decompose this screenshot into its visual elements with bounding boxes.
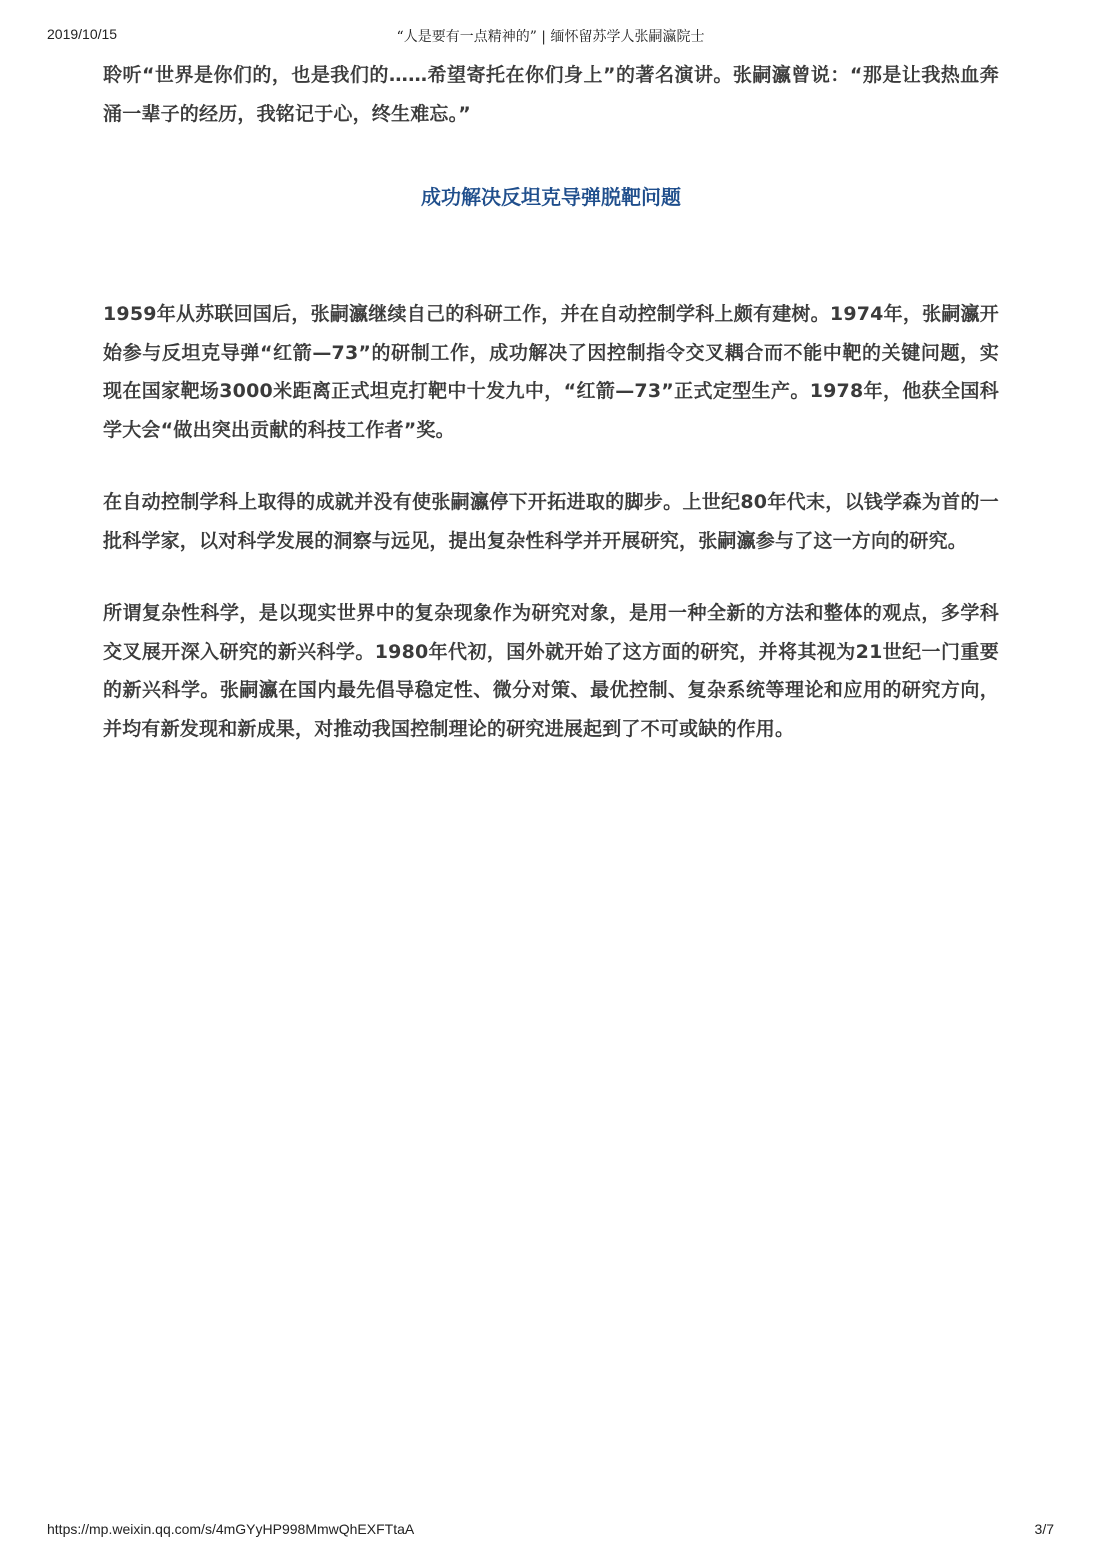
article-body	[103, 56, 999, 782]
paragraph-3: 所谓复杂性科学，是以现实世界中的复杂现象作为研究对象，是用一种全新的方法和整体的观点，多学科交叉展开深入研究的新兴科学。1980年代初，国外就开始了这方面的研究，并将其视为21世纪一门重要的新兴科学。张嗣瀛在国内最先倡导稳定性、微分对策、最优控制、复杂系统等理论和应用的研究方向，并均有新发现和新成果，对推动我国控制理论的研究进展起到了不可或缺的作用。	[103, 602, 999, 740]
paragraph-2: 在自动控制学科上取得的成就并没有使张嗣瀛停下开拓进取的脚步。上世纪80年代末，以钱学森为首的一批科学家，以对科学发展的洞察与远见，提出复杂性科学并开展研究，张嗣瀛参与了这一方向的研究。	[103, 491, 999, 552]
print-date: 2019/10/15	[47, 26, 118, 42]
print-footer	[47, 1521, 1054, 1541]
source-url[interactable]: https://mp.weixin.qq.com/s/4mGYyHP998MmwQhEXFTtaA	[47, 1521, 415, 1537]
print-header	[47, 26, 1054, 46]
paragraph-1: 1959年从苏联回国后，张嗣瀛继续自己的科研工作，并在自动控制学科上颇有建树。1974年，张嗣瀛开始参与反坦克导弹“红箭—73”的研制工作，成功解决了因控制指令交叉耦合而不能中靶的关键问题，实现在国家靶场3000米距离正式坦克打靶中十发九中，“红箭—73”正式定型生产。1978年，他获全国科学大会“做出突出贡献的科技工作者”奖。	[103, 303, 999, 441]
document-title: “人是要有一点精神的” | 缅怀留苏学人张嗣瀛院士	[396, 29, 705, 45]
section-heading: 成功解决反坦克导弹脱靶问题	[421, 185, 681, 209]
intro-paragraph: 聆听“世界是你们的，也是我们的……希望寄托在你们身上”的著名演讲。张嗣瀛曾说：“那是让我热血奔涌一辈子的经历，我铭记于心，终生难忘。”	[103, 64, 999, 125]
page-number: 3/7	[1034, 1521, 1054, 1537]
